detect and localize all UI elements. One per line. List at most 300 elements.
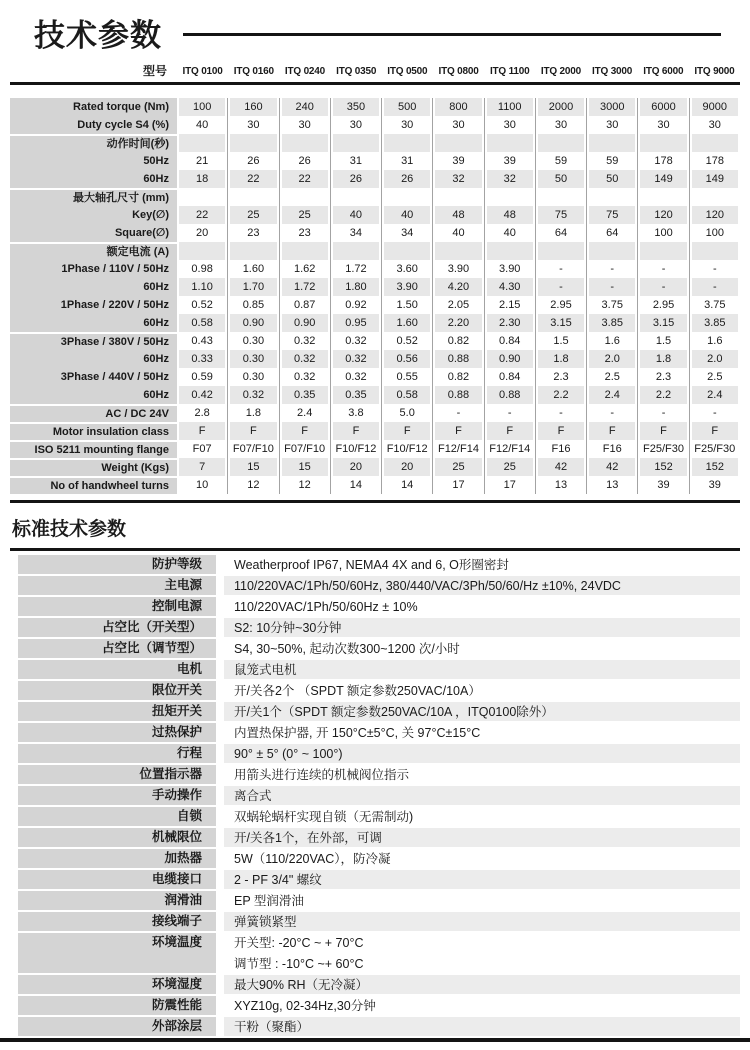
model-header-itq-9000: ITQ 9000	[694, 66, 735, 77]
spec-row	[10, 386, 740, 404]
std-row-value: 开/关各2个 （SPDT 额定参数250VAC/10A）	[234, 684, 481, 698]
model-header-row	[10, 61, 740, 82]
spec-cell: 120	[637, 206, 688, 224]
std-row-label: 行程	[18, 744, 216, 765]
spec-cell	[381, 242, 432, 260]
spec-cell	[637, 188, 688, 206]
spec-cell	[586, 188, 637, 206]
spec-cell: 178	[689, 152, 740, 170]
spec-cell	[535, 242, 586, 260]
spec-cell: 30	[279, 116, 330, 134]
spec-cell: 1100	[484, 98, 535, 116]
spec-cell: 0.52	[381, 332, 432, 350]
spec-cell: 2.30	[484, 314, 535, 332]
spec-row-label: Motor insulation class	[10, 422, 177, 440]
std-row-value: 离合式	[224, 786, 740, 807]
spec-cell: 0.55	[381, 368, 432, 386]
spec-row-label: 最大轴孔尺寸 (mm)	[10, 188, 177, 206]
spec-cell: 0.32	[279, 350, 330, 368]
spec-cell	[177, 242, 227, 260]
std-row-value: XYZ10g, 02-34Hz,30分钟	[234, 999, 376, 1013]
spec-cell: 2.0	[586, 350, 637, 368]
std-row-value: 内置热保护器, 开 150°C±5°C, 关 97°C±15°C	[234, 726, 481, 740]
spec-row-label: 60Hz	[10, 314, 177, 332]
spec-cell: 0.90	[279, 314, 330, 332]
std-row-value: 110/220VAC/1Ph/50/60Hz, 380/440/VAC/3Ph/50/60/Hz ±10%, 24VDC	[224, 576, 740, 597]
spec-cell: 22	[227, 170, 278, 188]
std-row-value: 用箭头进行连续的机械阀位指示	[234, 768, 410, 782]
spec-cell: 0.59	[191, 371, 213, 383]
spec-cell: 0.88	[432, 350, 483, 368]
spec-cell: F12/F14	[432, 440, 483, 458]
spec-cell: 30	[432, 116, 483, 134]
spec-row	[10, 476, 740, 494]
spec-cell: F	[177, 422, 227, 440]
spec-cell: 42	[586, 458, 637, 476]
spec-row-label: Key(∅)	[10, 206, 177, 224]
std-row	[10, 807, 740, 828]
spec-cell: 1.50	[381, 296, 432, 314]
spec-cell: 40	[330, 206, 381, 224]
spec-row-label: 60Hz	[10, 278, 177, 296]
spec-cell: -	[637, 404, 688, 422]
spec-cell	[330, 134, 381, 152]
spec-cell: 3.60	[381, 260, 432, 278]
spec-cell: 0.82	[432, 368, 483, 386]
spec-cell: 0.30	[227, 350, 278, 368]
spec-row	[10, 296, 740, 314]
spec-cell: 13	[586, 476, 637, 494]
spec-row	[10, 206, 740, 224]
spec-cell: 12	[279, 476, 330, 494]
spec-cell: 100	[637, 224, 688, 242]
spec-cell: 2.4	[586, 386, 637, 404]
model-header-itq-0240: ITQ 0240	[284, 66, 326, 77]
spec-cell: 18	[177, 170, 227, 188]
spec-cell: 30	[689, 116, 740, 134]
spec-cell: 2.5	[586, 368, 637, 386]
spec-cell: 25	[432, 458, 483, 476]
std-row-label: 润滑油	[18, 891, 216, 912]
spec-row	[10, 242, 740, 260]
spec-cell: 0.88	[432, 386, 483, 404]
std-row	[10, 723, 740, 744]
spec-cell: 0.88	[484, 386, 535, 404]
spec-cell: F07	[192, 443, 212, 455]
spec-row-label: 3Phase / 440V / 50Hz	[10, 368, 177, 386]
spec-cell: F07/F10	[279, 440, 330, 458]
spec-cell: 34	[330, 224, 381, 242]
spec-row	[10, 188, 740, 206]
spec-cell: 500	[381, 98, 432, 116]
spec-row	[10, 116, 740, 134]
spec-cell: 3.15	[637, 314, 688, 332]
std-row-label: 主电源	[18, 576, 216, 597]
spec-row	[10, 314, 740, 332]
std-row-label: 占空比（开关型）	[18, 618, 216, 639]
std-row-label: 电机	[18, 660, 216, 681]
spec-cell: 3.15	[535, 314, 586, 332]
std-row	[10, 849, 740, 870]
spec-cell: 2.20	[432, 314, 483, 332]
spec-row-label: 60Hz	[10, 350, 177, 368]
spec-cell: 800	[432, 98, 483, 116]
spec-cell: 40	[196, 119, 209, 131]
spec-cell: 30	[330, 116, 381, 134]
spec-cell: -	[586, 278, 637, 296]
spec-cell: 2.95	[535, 296, 586, 314]
spec-cell: 1.8	[637, 350, 688, 368]
spec-row-label: 1Phase / 220V / 50Hz	[10, 296, 177, 314]
spec-cell: 350	[330, 98, 381, 116]
spec-cell: 3.85	[586, 314, 637, 332]
spec-cell: 32	[432, 170, 483, 188]
spec-cell: 2.3	[535, 368, 586, 386]
spec-cell: 30	[637, 116, 688, 134]
spec-cell	[484, 242, 535, 260]
std-row	[10, 786, 740, 807]
std-row	[10, 702, 740, 723]
spec-cell: 40	[381, 206, 432, 224]
spec-cell	[586, 242, 637, 260]
spec-cell: 1.8	[227, 404, 278, 422]
spec-cell: 23	[279, 224, 330, 242]
spec-cell: F	[484, 422, 535, 440]
spec-cell: 0.52	[191, 299, 213, 311]
spec-cell: F	[586, 422, 637, 440]
spec-cell: F	[279, 422, 330, 440]
spec-cell: F	[330, 422, 381, 440]
spec-cell: 152	[689, 458, 740, 476]
std-row-label: 自锁	[18, 807, 216, 828]
spec-cell: 0.84	[484, 368, 535, 386]
spec-cell: 1.72	[330, 260, 381, 278]
spec-row	[10, 440, 740, 458]
spec-cell: -	[535, 260, 586, 278]
spec-cell: F10/F12	[381, 440, 432, 458]
spec-cell: 0.30	[227, 368, 278, 386]
spec-cell: 22	[279, 170, 330, 188]
spec-cell: 178	[637, 152, 688, 170]
spec-cell: 3.8	[330, 404, 381, 422]
spec-row-label: 3Phase / 380V / 50Hz	[10, 332, 177, 350]
spec-cell: 0.92	[330, 296, 381, 314]
std-row	[10, 933, 740, 975]
std-row-label: 手动操作	[18, 786, 216, 807]
spec-cell: 0.90	[227, 314, 278, 332]
spec-cell: 1.80	[330, 278, 381, 296]
spec-cell: F	[227, 422, 278, 440]
spec-cell	[279, 242, 330, 260]
spec-cell: 75	[586, 206, 637, 224]
spec-cell: 0.35	[279, 386, 330, 404]
spec-cell: 1.6	[689, 332, 740, 350]
spec-row-label: 60Hz	[10, 170, 177, 188]
spec-cell	[177, 134, 227, 152]
spec-cell: 40	[432, 224, 483, 242]
std-row-label: 限位开关	[18, 681, 216, 702]
spec-cell: 25	[227, 206, 278, 224]
spec-row-label: Weight (Kgs)	[10, 458, 177, 476]
spec-cell	[177, 188, 227, 206]
spec-cell: 1.70	[227, 278, 278, 296]
spec-cell: 0.32	[279, 368, 330, 386]
spec-cell	[484, 188, 535, 206]
spec-cell: 0.58	[177, 314, 227, 332]
spec-row-label: 动作时间(秒)	[10, 134, 177, 152]
spec-cell: 3000	[586, 98, 637, 116]
spec-cell: -	[586, 260, 637, 278]
model-header-itq-6000: ITQ 6000	[643, 66, 684, 77]
spec-cell: 0.98	[191, 263, 213, 275]
spec-cell: 20	[196, 227, 209, 239]
spec-cell: 50	[586, 170, 637, 188]
spec-row-label: AC / DC 24V	[10, 404, 177, 422]
std-row	[10, 576, 740, 597]
spec-cell: 149	[637, 170, 688, 188]
spec-cell: 149	[689, 170, 740, 188]
std-row	[10, 996, 740, 1017]
spec-cell: 0.84	[484, 332, 535, 350]
spec-cell: 59	[586, 152, 637, 170]
spec-cell: 0.95	[330, 314, 381, 332]
spec-cell: 13	[535, 476, 586, 494]
std-row-label: 控制电源	[18, 597, 216, 618]
std-row	[10, 744, 740, 765]
spec-cell: 9000	[689, 98, 740, 116]
spec-row	[10, 368, 740, 386]
spec-cell: 21	[196, 155, 209, 167]
spec-cell	[432, 188, 483, 206]
std-row-label: 防护等级	[18, 555, 216, 576]
spec-cell: 0.43	[191, 335, 213, 347]
spec-cell: 2.4	[689, 386, 740, 404]
spec-cell	[381, 134, 432, 152]
spec-cell: 0.35	[330, 386, 381, 404]
spec-cell: 25	[484, 458, 535, 476]
spec-row-label: Square(∅)	[10, 224, 177, 242]
spec-row-label: 1Phase / 110V / 50Hz	[10, 260, 177, 278]
spec-cell: 40	[484, 224, 535, 242]
spec-cell: 0.33	[177, 350, 227, 368]
spec-cell: 48	[484, 206, 535, 224]
spec-cell: F25/F30	[637, 440, 688, 458]
std-row-value: 鼠笼式电机	[224, 660, 740, 681]
std-row-label: 外部涂层	[18, 1017, 216, 1038]
spec-cell: 7	[177, 458, 227, 476]
std-row-label: 电缆接口	[18, 870, 216, 891]
spec-cell	[689, 188, 740, 206]
spec-cell: 1.72	[279, 278, 330, 296]
spec-cell: 1.60	[381, 314, 432, 332]
spec-row	[10, 422, 740, 440]
spec-row	[10, 98, 740, 116]
spec-cell: 240	[279, 98, 330, 116]
spec-cell	[330, 242, 381, 260]
model-header-itq-2000: ITQ 2000	[540, 66, 581, 77]
std-row-value: 2 - PF 3/4" 螺纹	[224, 870, 740, 891]
std-row	[10, 639, 740, 660]
bottom-rule	[0, 1038, 750, 1042]
spec-cell: 100	[177, 98, 227, 116]
spec-cell: F	[381, 422, 432, 440]
spec-cell: 12	[227, 476, 278, 494]
section-rule	[10, 548, 740, 551]
std-row-label: 机械限位	[18, 828, 216, 849]
spec-cell: F10/F12	[330, 440, 381, 458]
spec-cell: -	[637, 278, 688, 296]
std-row-value: 最大90% RH（无冷凝）	[224, 975, 740, 996]
std-row-value: 开/关各1个，在外部，可调	[224, 828, 740, 849]
std-row	[10, 912, 740, 933]
std-row	[10, 828, 740, 849]
spec-cell: 10	[196, 479, 209, 491]
std-row	[10, 1017, 740, 1038]
spec-row-label: 60Hz	[10, 386, 177, 404]
spec-cell	[432, 134, 483, 152]
spec-cell: 0.82	[432, 332, 483, 350]
spec-cell: 6000	[637, 98, 688, 116]
spec-cell: 17	[484, 476, 535, 494]
std-row	[10, 870, 740, 891]
model-header-itq-3000: ITQ 3000	[592, 66, 633, 77]
spec-cell	[689, 134, 740, 152]
std-row-label: 加热器	[18, 849, 216, 870]
spec-cell: 2.2	[637, 386, 688, 404]
spec-row-label: No of handwheel turns	[10, 476, 177, 494]
std-row-value: S4, 30~50%, 起动次数300~1200 次/小时	[234, 642, 460, 656]
spec-cell: -	[484, 404, 535, 422]
spec-cell: 2.8	[194, 407, 210, 419]
spec-cell: F12/F14	[484, 440, 535, 458]
spec-cell: 30	[381, 116, 432, 134]
spec-cell: 0.32	[330, 368, 381, 386]
spec-cell: 15	[227, 458, 278, 476]
spec-rows	[10, 98, 740, 494]
spec-cell: 39	[432, 152, 483, 170]
spec-cell: 30	[586, 116, 637, 134]
spec-row-label: Duty cycle S4 (%)	[10, 116, 177, 134]
std-row	[10, 597, 740, 618]
spec-cell: 0.87	[279, 296, 330, 314]
spec-cell: 14	[381, 476, 432, 494]
spec-cell: 2.4	[279, 404, 330, 422]
spec-row	[10, 134, 740, 152]
std-row-value: 90° ± 5° (0° ~ 100°)	[224, 744, 740, 765]
spec-cell: 1.62	[279, 260, 330, 278]
spec-cell: -	[535, 404, 586, 422]
spec-cell: F07/F10	[227, 440, 278, 458]
spec-cell	[484, 134, 535, 152]
spec-cell: 75	[535, 206, 586, 224]
spec-cell: 1.8	[535, 350, 586, 368]
spec-cell: 0.30	[227, 332, 278, 350]
std-row	[10, 660, 740, 681]
spec-row-label: Rated torque (Nm)	[10, 98, 177, 116]
spec-cell: 3.90	[381, 278, 432, 296]
spec-cell: 1.5	[535, 332, 586, 350]
spec-cell	[637, 134, 688, 152]
title-rule	[183, 33, 721, 36]
spec-cell: 2000	[535, 98, 586, 116]
spec-cell	[535, 188, 586, 206]
std-row-label: 扭矩开关	[18, 702, 216, 723]
spec-cell: 0.90	[484, 350, 535, 368]
spec-cell: 2.5	[689, 368, 740, 386]
model-header-itq-1100: ITQ 1100	[489, 66, 530, 77]
std-row-label: 环境温度	[18, 933, 216, 975]
spec-cell: 59	[535, 152, 586, 170]
spec-cell	[227, 242, 278, 260]
std-row-value: 开关型: -20°C ~ + 70°C 调节型 : -10°C ~+ 60°C	[234, 936, 364, 971]
spec-cell: -	[535, 278, 586, 296]
spec-cell: F	[689, 422, 740, 440]
spec-cell: 4.20	[432, 278, 483, 296]
spec-cell	[689, 242, 740, 260]
spec-cell	[279, 188, 330, 206]
spec-row	[10, 404, 740, 422]
std-row-value: 110/220VAC/1Ph/50/60Hz ± 10%	[234, 600, 418, 614]
std-row-value: S2: 10分钟~30分钟	[224, 618, 740, 639]
technical-spec-table	[10, 82, 740, 503]
spec-cell: 64	[535, 224, 586, 242]
spec-cell: 0.85	[227, 296, 278, 314]
spec-cell: 5.0	[381, 404, 432, 422]
spec-cell: 3.90	[432, 260, 483, 278]
spec-cell: 20	[330, 458, 381, 476]
std-row	[10, 555, 740, 576]
spec-cell: 15	[279, 458, 330, 476]
spec-cell: 0.32	[330, 332, 381, 350]
std-row-label: 占空比（调节型）	[18, 639, 216, 660]
section-title: 标准技术参数	[12, 519, 127, 540]
spec-cell: 0.42	[177, 386, 227, 404]
spec-cell	[432, 242, 483, 260]
spec-cell: 39	[484, 152, 535, 170]
spec-cell: 31	[381, 152, 432, 170]
spec-cell: 100	[689, 224, 740, 242]
model-header-itq-0800: ITQ 0800	[438, 66, 479, 77]
spec-row	[10, 332, 740, 350]
spec-cell: 1.6	[586, 332, 637, 350]
spec-cell: 30	[484, 116, 535, 134]
spec-row-label: 额定电流 (A)	[10, 242, 177, 260]
spec-cell: -	[586, 404, 637, 422]
spec-cell: F	[637, 422, 688, 440]
spec-cell: F16	[535, 440, 586, 458]
std-row-value: 5W（110/220VAC），防冷凝	[234, 852, 391, 866]
model-header-itq-0500: ITQ 0500	[387, 66, 428, 77]
spec-cell: 3.75	[689, 296, 740, 314]
spec-cell: 2.3	[637, 368, 688, 386]
std-row-label: 过热保护	[18, 723, 216, 744]
spec-cell	[227, 188, 278, 206]
spec-cell: 0.32	[227, 386, 278, 404]
spec-cell: 0.32	[279, 332, 330, 350]
spec-row	[10, 458, 740, 476]
spec-cell: 26	[227, 152, 278, 170]
std-row	[10, 975, 740, 996]
std-row	[10, 765, 740, 786]
spec-cell: 26	[381, 170, 432, 188]
model-header-itq-0350: ITQ 0350	[336, 66, 377, 77]
spec-cell	[279, 134, 330, 152]
spec-cell: 1.5	[637, 332, 688, 350]
spec-cell: 120	[689, 206, 740, 224]
spec-cell: 25	[279, 206, 330, 224]
spec-cell: 1.10	[177, 278, 227, 296]
spec-cell	[381, 188, 432, 206]
